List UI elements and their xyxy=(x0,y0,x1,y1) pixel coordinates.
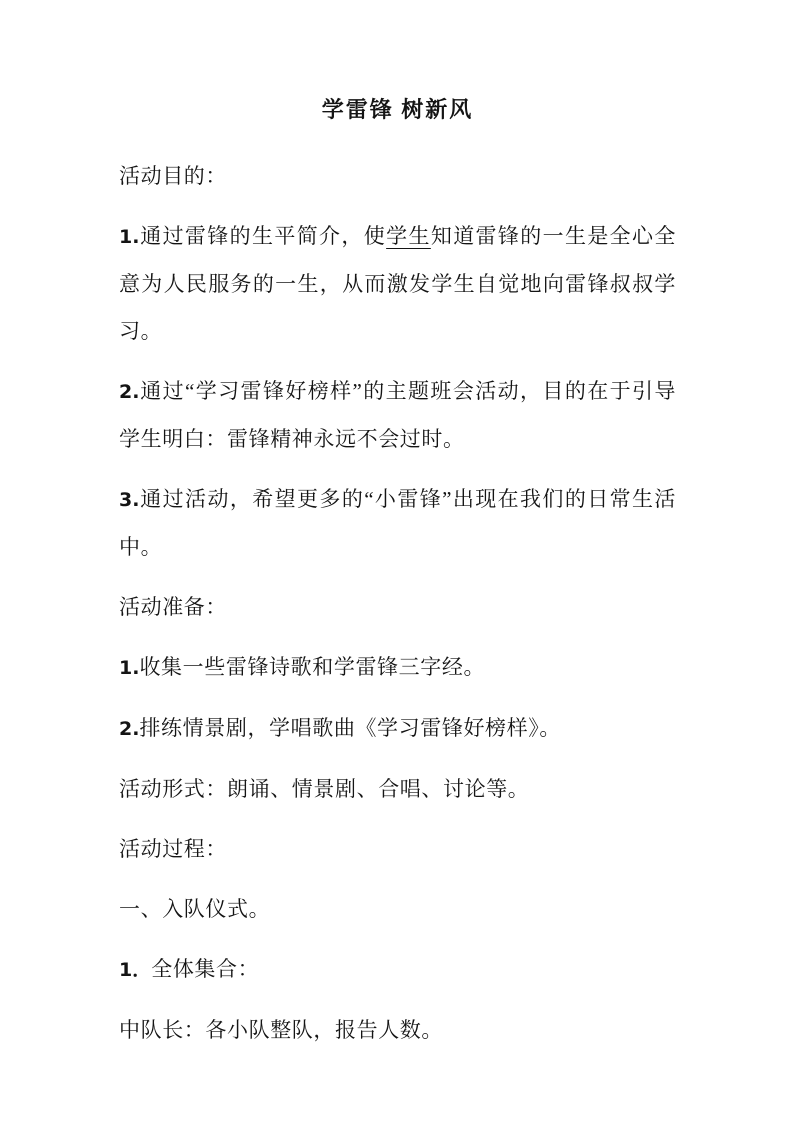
preparation-item-2-text: 排练情景剧，学唱歌曲《学习雷锋好榜样》。 xyxy=(139,716,561,740)
preparation-item-1 xyxy=(119,644,676,692)
line-squadron-leader xyxy=(119,1007,676,1054)
line-squadron-leader-text: 中队长：各小队整队，报告人数。 xyxy=(119,1018,443,1042)
process-section-1 xyxy=(119,886,676,933)
process-step-1-number: 1． xyxy=(119,959,152,981)
heading-activity-purpose xyxy=(119,153,676,200)
process-section-1-text: 一、入队仪式。 xyxy=(119,897,271,921)
heading-activity-purpose-text: 活动目的： xyxy=(119,164,227,188)
heading-activity-preparation-text: 活动准备： xyxy=(119,595,227,619)
purpose-item-1 xyxy=(119,213,676,355)
line-activity-format-text: 活动形式：朗诵、情景剧、合唱、讨论等。 xyxy=(119,777,530,801)
preparation-item-1-text: 收集一些雷锋诗歌和学雷锋三字经。 xyxy=(139,655,486,679)
process-step-1-text: 全体集合： xyxy=(151,957,260,981)
purpose-item-1-text-after: 知道雷锋的一生是全心全意为人民服务的一生，从而激发学生自觉地向雷锋叔叔学习。 xyxy=(119,224,676,343)
purpose-item-2 xyxy=(119,368,676,463)
purpose-item-3 xyxy=(119,476,676,571)
purpose-item-3-text: 通过活动，希望更多的“小雷锋”出现在我们的日常生活中。 xyxy=(119,487,676,559)
purpose-item-2-number: 2. xyxy=(119,381,140,403)
preparation-item-2-number: 2. xyxy=(119,718,140,740)
purpose-item-1-number: 1. xyxy=(119,226,140,248)
preparation-item-2 xyxy=(119,705,676,753)
purpose-item-2-text: 通过“学习雷锋好榜样”的主题班会活动，目的在于引导学生明白：雷锋精神永远不会过时。 xyxy=(119,379,676,451)
heading-activity-preparation xyxy=(119,584,676,631)
heading-activity-process-text: 活动过程： xyxy=(119,837,227,861)
heading-activity-process xyxy=(119,826,676,873)
line-activity-format xyxy=(119,766,676,813)
underlined-text: 学生 xyxy=(386,224,431,248)
purpose-item-1-text-before: 通过雷锋的生平简介，使 xyxy=(139,224,387,248)
purpose-item-3-number: 3. xyxy=(119,489,140,511)
preparation-item-1-number: 1. xyxy=(119,657,140,679)
process-step-1 xyxy=(119,946,676,994)
document-title: 学雷锋 树新风 xyxy=(321,97,474,122)
